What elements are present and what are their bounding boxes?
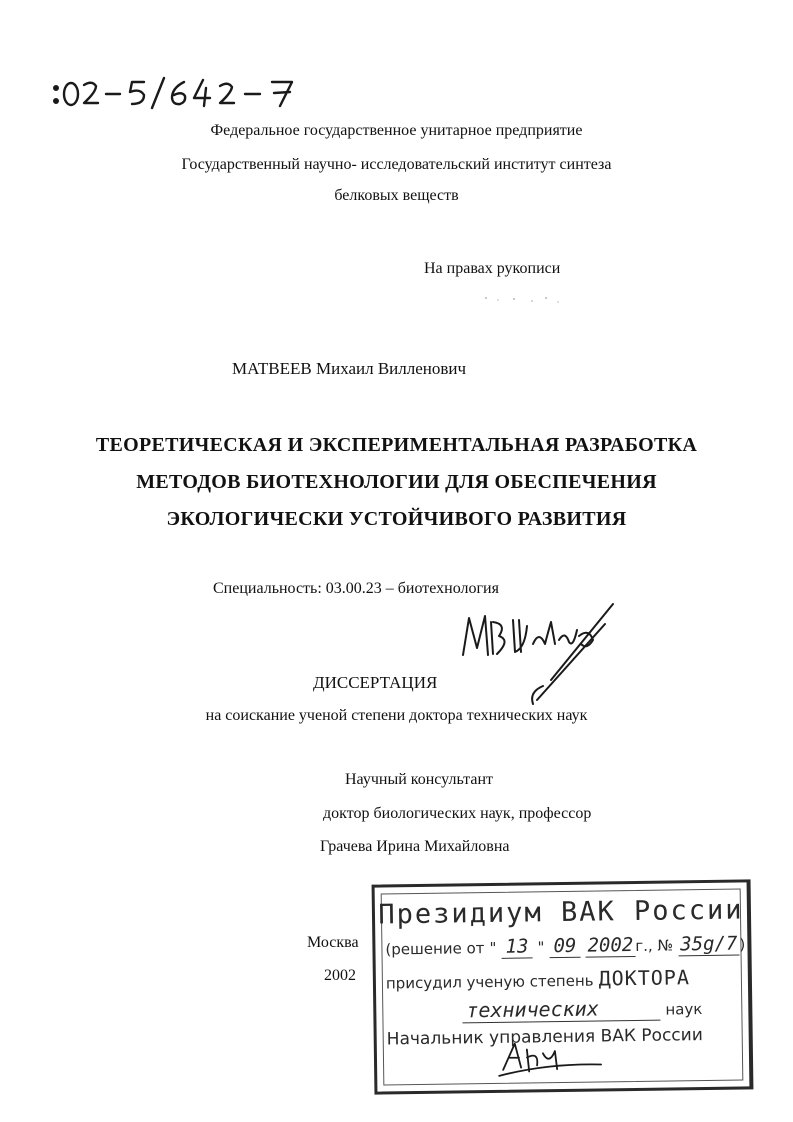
- document-type: ДИССЕРТАЦИЯ: [313, 673, 438, 692]
- stamp-head-signature: [497, 1034, 608, 1080]
- consultant-name: Грачева Ирина Михайловна: [320, 838, 510, 855]
- stamp-decision-prefix: (решение от: [385, 939, 485, 959]
- stamp-heading: Президиум ВАК России: [378, 894, 744, 931]
- rights-note: На правах рукописи: [424, 260, 561, 277]
- scan-specks: [480, 290, 570, 310]
- stamp-field-suffix: наук: [665, 1000, 703, 1019]
- degree-line: на соискание ученой степени доктора технических наук: [205, 707, 588, 724]
- organization-line-2: Государственный научно- исследовательский институт синтеза: [181, 156, 612, 173]
- consultant-credentials: доктор биологических наук, профессор: [323, 805, 592, 822]
- stamp-month: 09: [549, 935, 580, 958]
- stamp-head-title: Начальник управления ВАК России: [386, 1025, 703, 1050]
- consultant-heading: Научный консультант: [345, 771, 493, 788]
- specialty: Специальность: 03.00.23 – биотехнология: [213, 580, 499, 597]
- stamp-year: 2002: [585, 934, 635, 958]
- stamp-decision-suffix: ): [739, 935, 746, 954]
- stamp-day: 13: [501, 935, 532, 958]
- stamp-awarded-row: [386, 965, 690, 993]
- organization-line-1: Федеральное государственное унитарное предприятие: [210, 122, 583, 139]
- stamp-decision-row: [385, 932, 745, 959]
- stamp-quote-close: ": [537, 938, 545, 957]
- stamp-number: 35g/7: [678, 933, 740, 957]
- stamp-quote-open: ": [489, 938, 497, 958]
- author-name: МАТВЕЕВ Михаил Вилленович: [232, 359, 467, 378]
- stamp-degree: ДОКТОРА: [598, 965, 691, 991]
- year: 2002: [324, 967, 356, 984]
- vak-stamp: [372, 879, 754, 1094]
- title-line-2: МЕТОДОВ БИОТЕХНОЛОГИИ ДЛЯ ОБЕСПЕЧЕНИЯ: [136, 471, 657, 493]
- author-signature: [455, 600, 625, 710]
- stamp-field-row: [462, 995, 702, 1023]
- stamp-field: технических: [462, 996, 660, 1024]
- stamp-awarded-prefix: присудил ученую степень: [385, 971, 594, 993]
- title-line-1: ТЕОРЕТИЧЕСКАЯ И ЭКСПЕРИМЕНТАЛЬНАЯ РАЗРАБОТКА: [95, 434, 698, 456]
- city: Москва: [307, 934, 359, 951]
- archive-number-handwritten: [40, 70, 300, 112]
- title-line-3: ЭКОЛОГИЧЕСКИ УСТОЙЧИВОГО РАЗВИТИЯ: [166, 508, 627, 530]
- organization-line-3: белковых веществ: [334, 187, 459, 204]
- stamp-year-suffix: г., №: [635, 936, 674, 955]
